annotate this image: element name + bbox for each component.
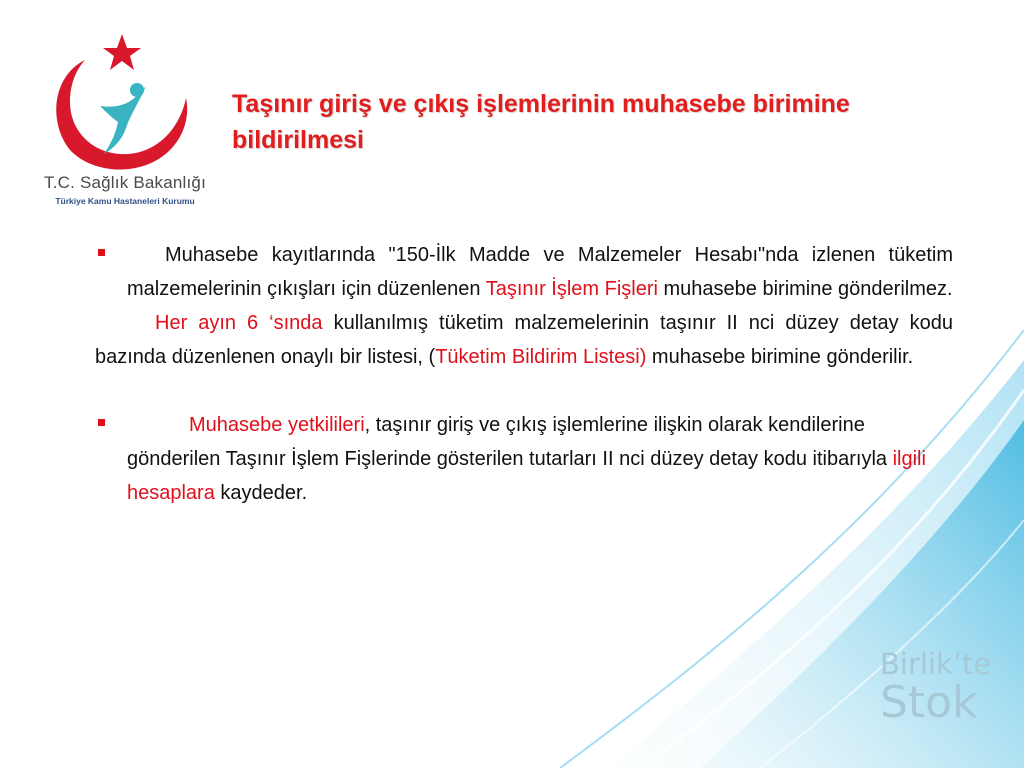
logo-figure-head	[130, 83, 144, 97]
p1-text-2: muhasebe birimine gönderilmez.	[657, 278, 953, 300]
p1b-highlight-1: Her ayın 6 ‘sında	[155, 312, 323, 334]
p1-text-1: Muhasebe kayıtlarında "150-İlk Madde ve Malzemeler Hesabı"nda izlenen tüketim malzemelerinin çıkışları için düzenlenen	[127, 244, 953, 300]
slide-content	[95, 238, 953, 510]
bullet-paragraph-2	[95, 408, 939, 510]
watermark-line-1: Birlik’te	[880, 647, 992, 681]
p1b-text-2: muhasebe birimine gönderilir.	[646, 346, 914, 368]
bullet-paragraph-1	[95, 238, 953, 306]
logo-title: T.C. Sağlık Bakanlığı	[44, 173, 206, 192]
p1b-text-1: kullanılmış tüketim malzemelerinin taşınır II nci düzey detay kodu bazında düzenlenen onaylı bir listesi, (	[95, 312, 953, 368]
p1-highlight: Taşınır İşlem Fişleri	[485, 278, 658, 300]
logo-star	[103, 34, 141, 70]
p2-highlight-2: ilgili hesaplara	[127, 448, 926, 504]
p2-text-2: kaydeder.	[214, 482, 308, 504]
logo-subtitle: Türkiye Kamu Hastaneleri Kurumu	[55, 196, 195, 206]
bullet-square-icon	[98, 249, 105, 256]
watermark-line-2: Stok	[880, 677, 978, 728]
paragraph-1b	[95, 306, 953, 374]
p2-highlight-1: Muhasebe yetkilileri	[189, 414, 365, 436]
birlikte-stok-watermark	[880, 647, 992, 728]
p2-text-1: , taşınır giriş ve çıkış işlemlerine ilişkin olarak kendilerine gönderilen Taşınır İşlem Fişlerinde gösterilen tutarları II nci düzey detay kodu itibarıyla	[127, 414, 893, 470]
logo-figure-body	[100, 86, 146, 154]
bullet-square-icon	[98, 419, 105, 426]
p1b-highlight-2: Tüketim Bildirim Listesi)	[435, 346, 647, 368]
slide-title: Taşınır giriş ve çıkış işlemlerinin muhasebe birimine bildirilmesi	[232, 90, 850, 154]
